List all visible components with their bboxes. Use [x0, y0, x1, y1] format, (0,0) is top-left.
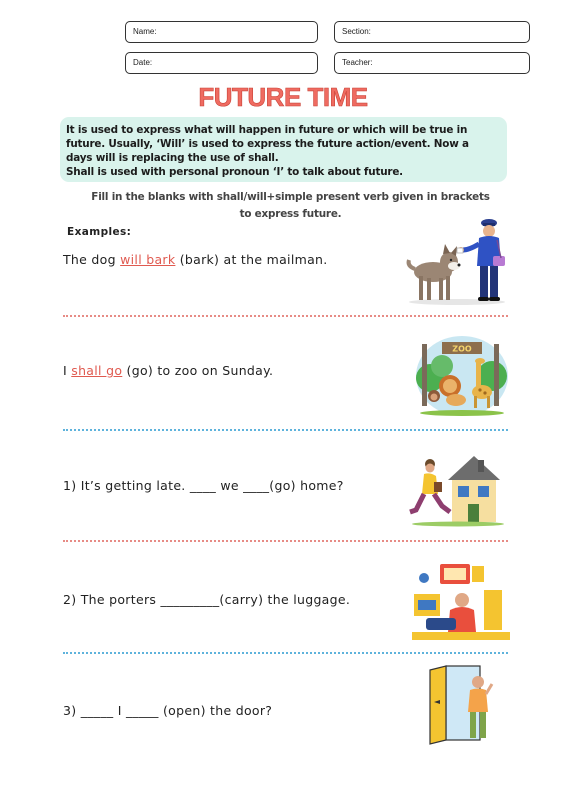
page-title: FUTURE TIME — [198, 82, 368, 112]
info-line: days will is replacing the use of shall. — [66, 152, 279, 164]
teacher-field[interactable]: Teacher: — [334, 52, 530, 74]
name-field[interactable]: Name: — [125, 21, 318, 43]
info-line: future. Usually, ‘Will’ is used to express the future action/event. Now a — [66, 138, 469, 150]
info-box — [60, 117, 507, 182]
going-home-illustration — [408, 446, 508, 528]
divider — [63, 429, 508, 431]
instruction-line: to express future. — [239, 208, 342, 220]
exercise-3: 3) _____ I _____ (open) the door? — [63, 703, 273, 718]
section-field[interactable]: Section: — [334, 21, 530, 43]
answer-text: will bark — [120, 252, 176, 267]
date-field[interactable]: Date: — [125, 52, 318, 74]
sentence-text: (go) to zoo on Sunday. — [122, 363, 274, 378]
examples-label: Examples: — [67, 226, 132, 238]
zoo-sign-text: ZOO — [452, 344, 472, 354]
sentence-text: (bark) at the mailman. — [175, 252, 328, 267]
example-sentence-2 — [63, 363, 273, 378]
answer-text: shall go — [71, 363, 123, 378]
instruction-line: Fill in the blanks with shall/will+simple present verb given in brackets — [91, 191, 490, 203]
exercise-2: 2) The porters _________(carry) the luggage. — [63, 592, 351, 607]
divider — [63, 540, 508, 542]
info-line: Shall is used with personal pronoun ‘I’ to talk about future. — [66, 166, 403, 178]
exercise-1: 1) It’s getting late. ____ we ____(go) home? — [63, 478, 344, 493]
door-illustration — [426, 660, 498, 746]
divider — [63, 652, 508, 654]
zoo-illustration — [412, 326, 510, 418]
sentence-text: The dog — [63, 252, 121, 267]
porter-illustration — [412, 560, 510, 642]
info-line: It is used to express what will happen in future or which will be true in — [66, 124, 468, 136]
sentence-text: I — [63, 363, 72, 378]
divider — [63, 315, 508, 317]
example-sentence-1 — [63, 252, 328, 267]
dog-mailman-illustration — [405, 214, 510, 306]
